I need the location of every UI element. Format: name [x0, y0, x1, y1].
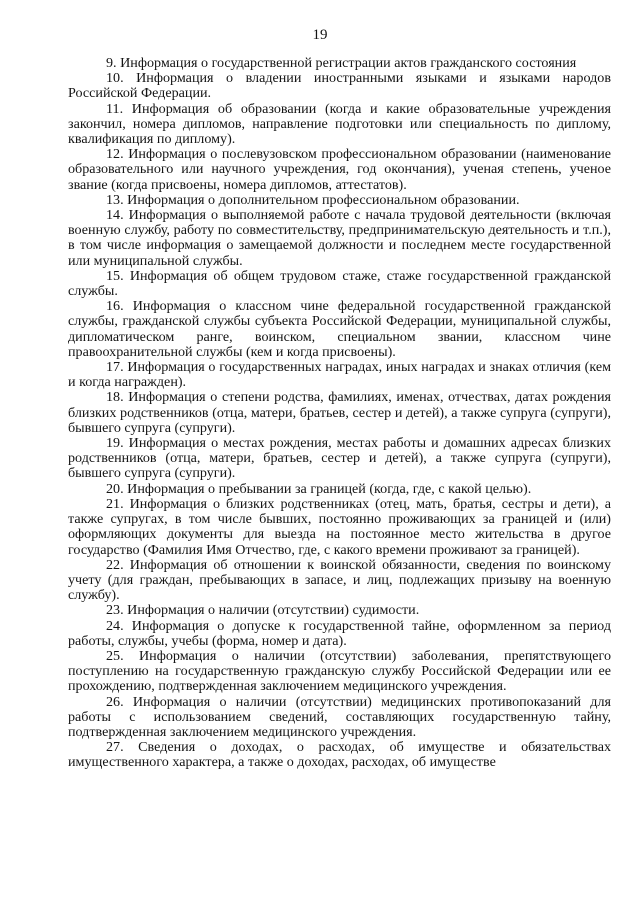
document-body — [68, 56, 611, 771]
list-item: 23. Информация о наличии (отсутствии) судимости. — [106, 602, 420, 619]
list-item: 24. Информация о допуске к государственной тайне, оформленном за период работы, службы, учебы (форма, номер и дата). — [68, 617, 611, 649]
list-item: 20. Информация о пребывании за границей (когда, где, с какой целью). — [106, 480, 532, 497]
list-item: 26. Информация о наличии (отсутствии) медицинских противопоказаний для работы с использованием сведений, составляющих государственную тайну, подтвержденная заключением медицинского учреждения. — [68, 693, 611, 740]
list-item: 13. Информация о дополнительном профессиональном образовании. — [106, 191, 520, 208]
list-item: 19. Информация о местах рождения, местах работы и домашних адресах близких родственников (отца, матери, братьев, сестер и детей), а также супруга (супруги), бывшего супруга (супруги). — [68, 435, 611, 482]
page-number: 19 — [312, 27, 328, 43]
list-item: 17. Информация о государственных наградах, иных наградах и знаках отличия (кем и когда награжден). — [68, 359, 611, 391]
list-item: 22. Информация об отношении к воинской обязанности, сведения по воинскому учету (для граждан, пребывающих в запасе, и лиц, подлежащих призыву на военную службу). — [68, 556, 611, 604]
list-item: 18. Информация о степени родства, фамилиях, именах, отчествах, датах рождения близких родственников (отца, матери, братьев, сестер и детей), а также супруга (супруги), бывшего супруга (супруги). — [68, 389, 611, 436]
list-item: 11. Информация об образовании (когда и какие образовательные учреждения закончил, номера дипломов, направление подготовки или специальность по диплому, квалификация по диплому). — [68, 100, 611, 148]
list-item: 15. Информация об общем трудовом стаже, стаже государственной гражданской службы. — [68, 267, 611, 300]
list-item: 10. Информация о владении иностранными языками и языками народов Российской Федерации. — [68, 70, 611, 102]
list-item: 25. Информация о наличии (отсутствии) заболевания, препятствующего поступлению на государственную гражданскую службу Российской Федерации или ее прохождению, подтвержденная заключением медицинского учреждения. — [68, 647, 611, 695]
list-item: 9. Информация о государственной регистрации актов гражданского состояния — [106, 55, 577, 71]
list-item: 16. Информация о классном чине федеральной государственной гражданской службы, гражданской службы субъекта Российской Федерации, муниципальной службы, дипломатическом ранге, воинском, специальном звании, классном чине правоохранительной службы (кем и когда присвоены). — [68, 298, 611, 360]
list-item: 14. Информация о выполняемой работе с начала трудовой деятельности (включая военную службу, работу по совместительству, предпринимательскую деятельность и т.п.), в том числе информация о замещаемой должности и последнем месте государственной или муниципальной службы. — [68, 207, 611, 269]
list-item: 27. Сведения о доходах, о расходах, об имуществе и обязательствах имущественного характера, а также о доходах, расходах, об имуществе — [68, 739, 611, 771]
list-item: 12. Информация о послевузовском профессиональном образовании (наименование образовательного или научного учреждения, год окончания), ученая степень, ученое звание (когда присвоены, номера дипломов, аттестатов). — [68, 146, 611, 193]
list-item: 21. Информация о близких родственниках (отец, мать, братья, сестры и дети), а также супругах, в том числе бывших, постоянно проживающих за границей и (или) оформляющих документы для выезда на постоянное место жительства в другое государство (Фамилия Имя Отчество, где, с какого времени проживают за границей). — [68, 495, 611, 558]
